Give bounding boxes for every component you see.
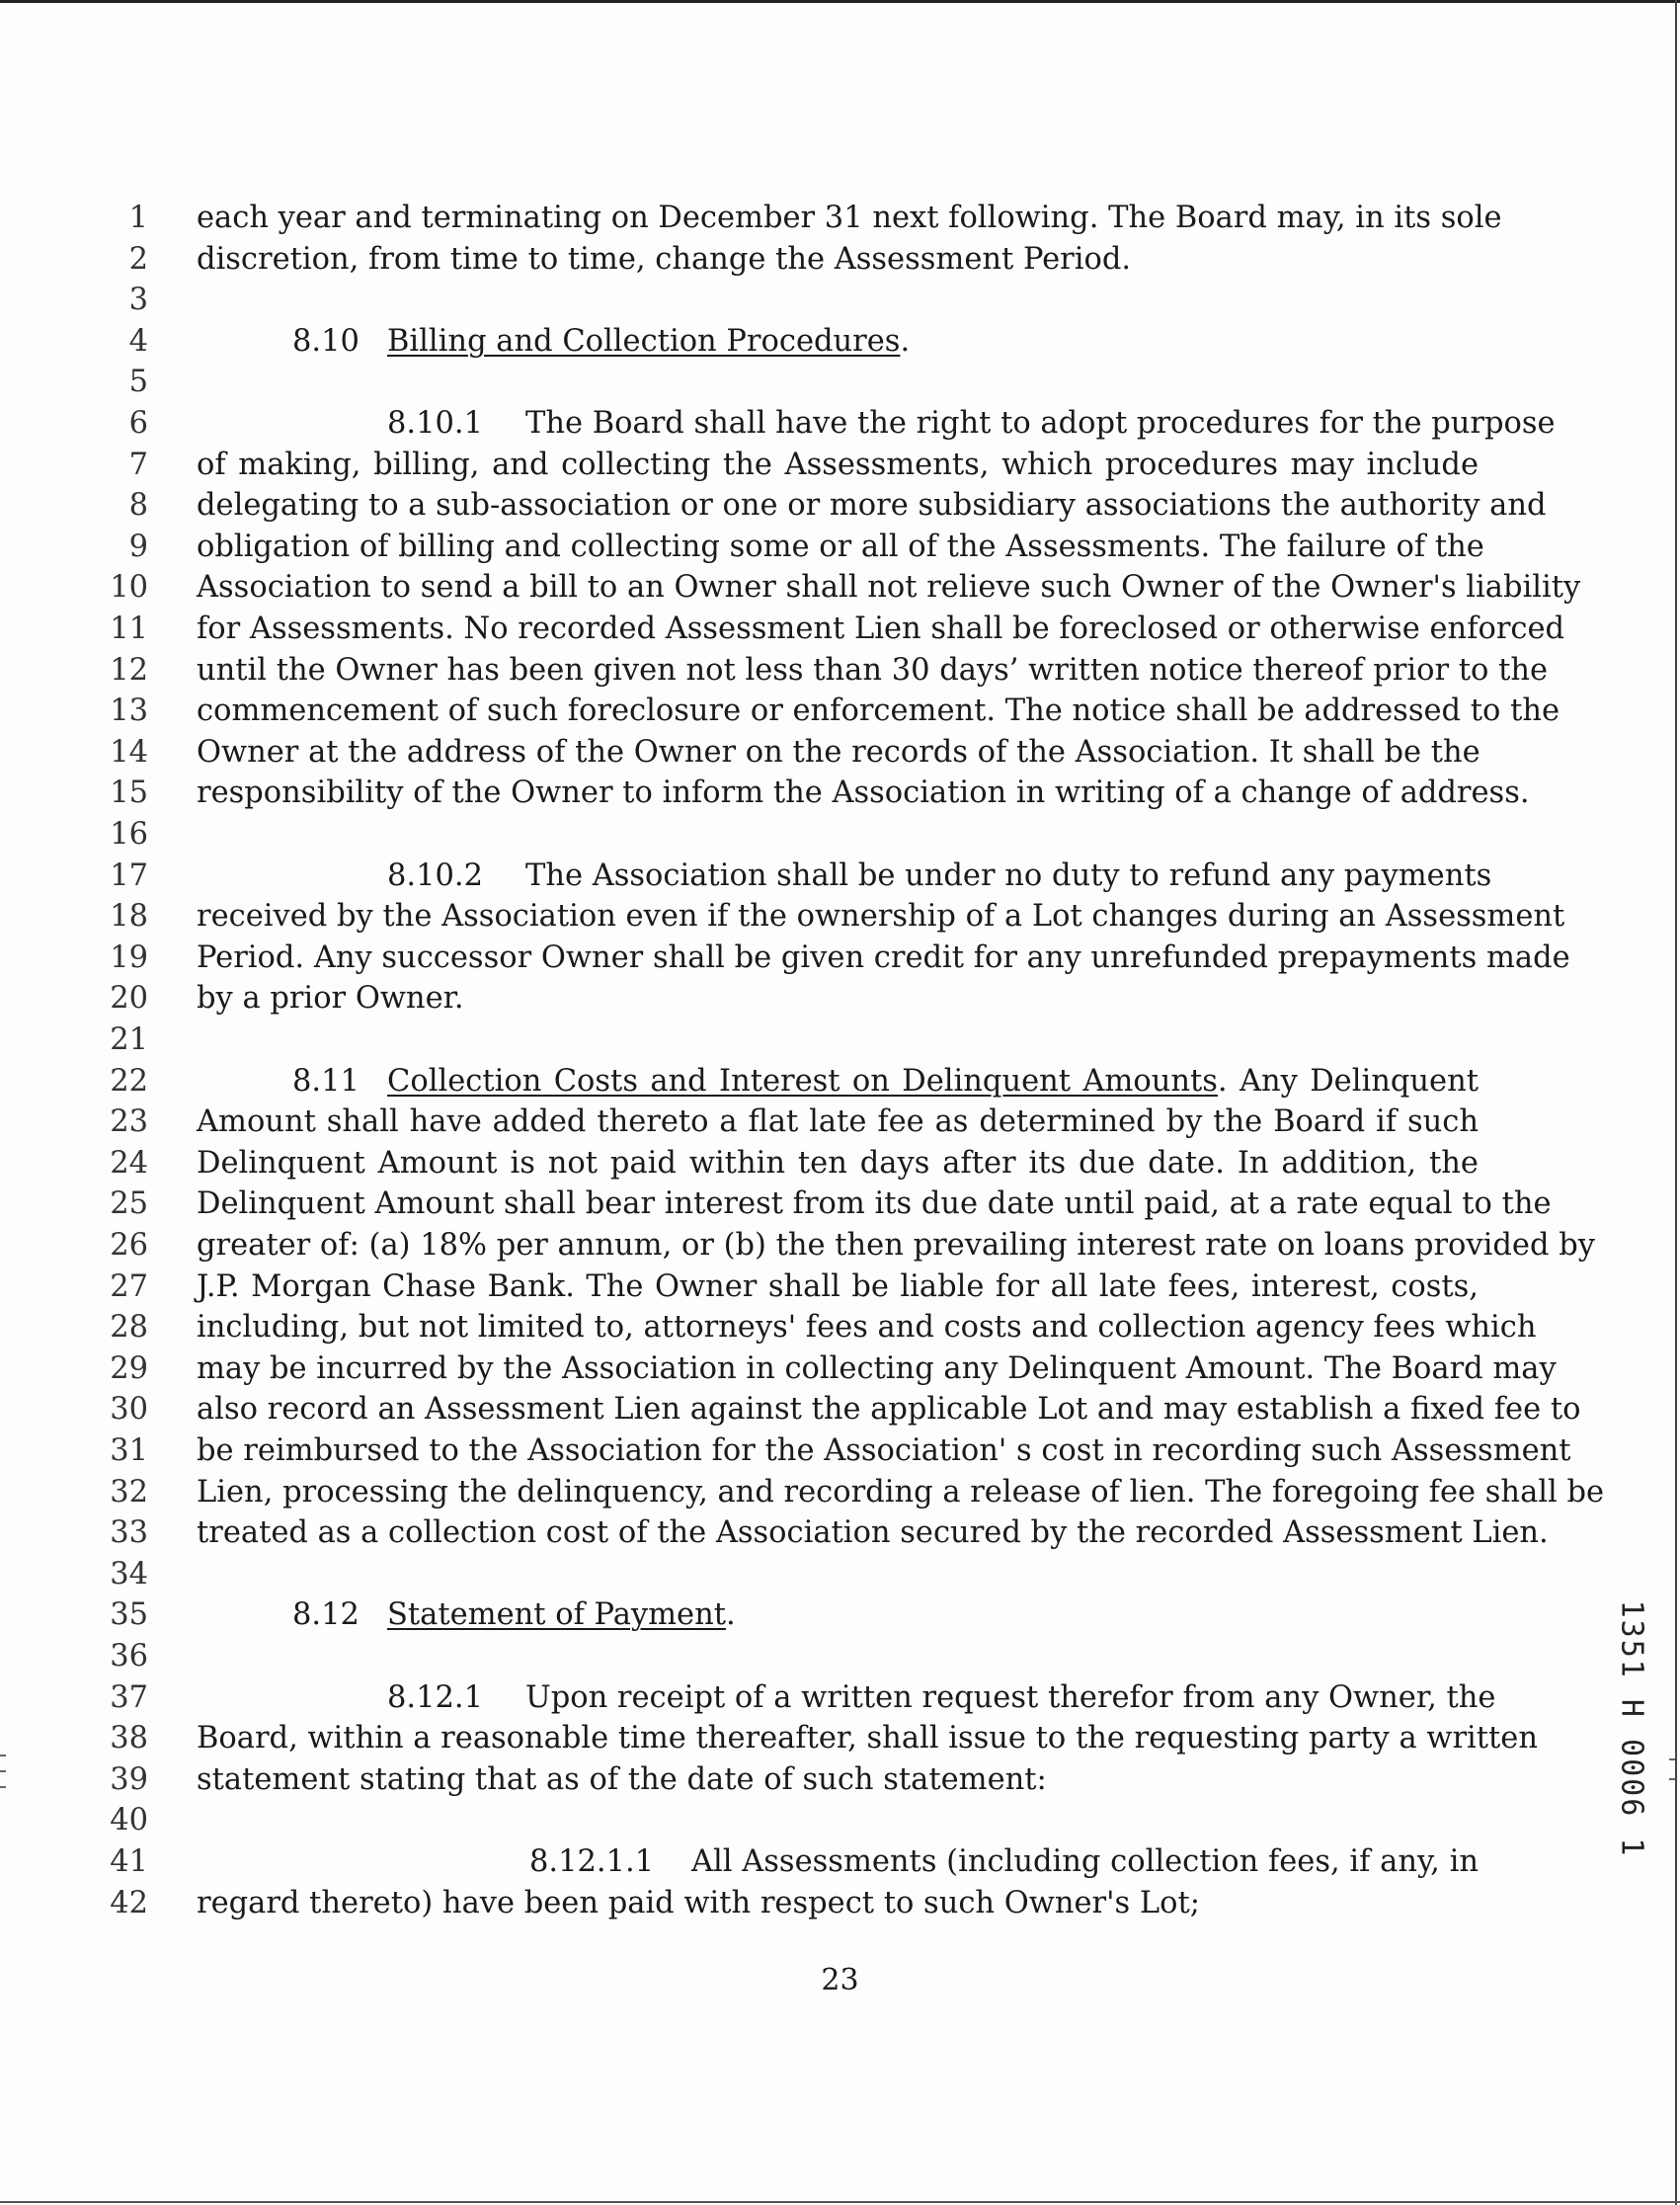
section-number: 8.11 <box>292 1063 360 1099</box>
line-text <box>197 445 1479 486</box>
text-run: statement stating that as of the date of such statement: <box>197 1761 1047 1797</box>
section-heading: Collection Costs and Interest on Delinquent Amounts <box>387 1063 1218 1099</box>
line-text <box>197 198 1502 239</box>
document-line <box>0 280 1680 321</box>
text-run: greater of: (a) 18% per annum, or (b) the then prevailing interest rate on loans provided by <box>197 1228 1595 1263</box>
line-number: 21 <box>110 1022 148 1057</box>
line-text <box>197 1266 1479 1308</box>
line-text <box>197 1472 1605 1513</box>
line-text <box>197 1143 1479 1184</box>
line-number: 42 <box>110 1885 148 1920</box>
line-text <box>387 1061 1479 1102</box>
text-run: discretion, from time to time, change the Assessment Period. <box>197 241 1132 277</box>
text-run: treated as a collection cost of the Association secured by the recorded Assessment Lien. <box>197 1515 1549 1551</box>
document-line <box>0 1307 1680 1348</box>
line-number: 39 <box>110 1761 148 1797</box>
text-run: delegating to a sub-association or one or more subsidiary associations the authority and <box>197 488 1547 524</box>
line-number: 12 <box>110 652 148 688</box>
document-line <box>0 1430 1680 1472</box>
document-line <box>0 1718 1680 1759</box>
text-run: Delinquent Amount shall bear interest from its due date until paid, at a rate equal to the <box>197 1186 1552 1222</box>
recording-stamp-text: 1351 H 0006 1 <box>1614 1599 1649 1858</box>
line-number: 29 <box>110 1350 148 1386</box>
line-text <box>197 650 1549 692</box>
text-run: may be incurred by the Association in collecting any Delinquent Amount. The Board may <box>197 1350 1557 1386</box>
document-line <box>0 362 1680 403</box>
text-run: Period. Any successor Owner shall be given credit for any unrefunded prepayments made <box>197 939 1570 975</box>
line-number: 13 <box>110 694 148 729</box>
document-line <box>0 609 1680 650</box>
line-number: 3 <box>128 283 148 318</box>
document-line <box>0 650 1680 692</box>
line-text <box>387 1594 1479 1636</box>
line-number: 11 <box>110 612 148 646</box>
text-run: . Any Delinquent <box>1217 1063 1479 1099</box>
document-line <box>0 856 1680 897</box>
document-line <box>0 1841 1680 1883</box>
line-number: 5 <box>128 365 148 400</box>
line-number: 16 <box>110 817 148 852</box>
section-number: 8.12.1 <box>387 1679 484 1715</box>
line-number: 14 <box>110 734 148 770</box>
line-number: 40 <box>110 1803 148 1838</box>
line-number: 37 <box>110 1679 148 1715</box>
section-heading: Statement of Payment <box>387 1597 726 1633</box>
line-text <box>197 896 1565 938</box>
document-line <box>0 1184 1680 1225</box>
line-number: 27 <box>110 1268 148 1304</box>
line-text <box>197 773 1530 814</box>
document-line <box>0 1759 1680 1801</box>
line-text <box>197 1184 1552 1225</box>
line-number: 33 <box>110 1515 148 1551</box>
page-number: 23 <box>821 1963 859 1998</box>
line-text <box>197 978 1479 1020</box>
line-number: 6 <box>128 406 148 441</box>
document-line <box>0 1020 1680 1061</box>
document-line <box>0 978 1680 1020</box>
line-number: 1 <box>128 201 148 235</box>
document-line <box>0 1594 1680 1636</box>
text-run: including, but not limited to, attorneys' fees and costs and collection agency fees which <box>197 1310 1537 1346</box>
line-text <box>197 1389 1581 1430</box>
section-number: 8.10.2 <box>387 858 484 893</box>
line-number: 18 <box>110 899 148 935</box>
text-run: Owner at the address of the Owner on the records of the Association. It shall be the <box>197 734 1480 770</box>
text-run: commencement of such foreclosure or enforcement. The notice shall be addressed to the <box>197 694 1560 729</box>
text-run: received by the Association even if the ownership of a Lot changes during an Assessment <box>197 899 1565 935</box>
line-number: 9 <box>128 529 148 564</box>
section-number: 8.10 <box>292 323 360 359</box>
text-run: be reimbursed to the Association for the Association' s cost in recording such Assessment <box>197 1433 1571 1468</box>
line-text <box>525 856 1492 897</box>
document-line <box>0 567 1680 609</box>
section-heading: Billing and Collection Procedures <box>387 323 901 359</box>
text-run: . <box>900 323 911 359</box>
line-number: 28 <box>110 1310 148 1346</box>
section-number: 8.12.1.1 <box>529 1844 655 1879</box>
line-text <box>197 1759 1479 1801</box>
line-text <box>197 1225 1595 1266</box>
text-run: The Association shall be under no duty to refund any payments <box>525 858 1492 893</box>
document-line <box>0 1102 1680 1143</box>
line-text <box>197 691 1560 732</box>
line-number: 26 <box>110 1228 148 1263</box>
line-number: 36 <box>110 1639 148 1674</box>
text-run: regard thereto) have been paid with respect to such Owner's Lot; <box>197 1885 1201 1920</box>
line-number: 30 <box>110 1392 148 1428</box>
document-line <box>0 773 1680 814</box>
line-number: 22 <box>110 1063 148 1099</box>
text-run: obligation of billing and collecting some or all of the Assessments. The failure of the <box>197 529 1484 564</box>
line-text <box>197 938 1570 979</box>
document-line <box>0 896 1680 938</box>
line-text <box>197 239 1479 281</box>
document-line <box>0 1677 1680 1719</box>
line-number: 31 <box>110 1433 148 1468</box>
line-number: 23 <box>110 1104 148 1140</box>
document-line <box>0 1636 1680 1677</box>
document-line <box>0 445 1680 486</box>
line-number: 7 <box>128 447 148 482</box>
document-line <box>0 527 1680 568</box>
text-run: for Assessments. No recorded Assessment Lien shall be foreclosed or otherwise enforced <box>197 612 1565 646</box>
line-number: 41 <box>110 1844 148 1879</box>
document-line <box>0 1225 1680 1266</box>
document-line <box>0 1800 1680 1841</box>
line-text <box>197 485 1547 527</box>
section-number: 8.12 <box>292 1597 360 1633</box>
line-text <box>197 1512 1549 1554</box>
line-text <box>197 1307 1537 1348</box>
text-run: The Board shall have the right to adopt procedures for the purpose <box>525 406 1556 441</box>
line-text <box>197 732 1479 774</box>
line-text <box>197 1348 1557 1390</box>
document-line <box>0 1554 1680 1595</box>
document-line <box>0 485 1680 527</box>
document-line <box>0 1472 1680 1513</box>
text-run: until the Owner has been given not less than 30 days’ written notice thereof prior to the <box>197 652 1549 688</box>
document-line <box>0 198 1680 239</box>
line-number: 4 <box>128 323 148 359</box>
line-text <box>197 1102 1479 1143</box>
text-run: also record an Assessment Lien against the applicable Lot and may establish a fixed fee to <box>197 1392 1581 1428</box>
line-text <box>197 1718 1538 1759</box>
text-run: J.P. Morgan Chase Bank. The Owner shall be liable for all late fees, interest, costs, <box>197 1268 1479 1304</box>
document-line <box>0 732 1680 774</box>
text-run: each year and terminating on December 31 next following. The Board may, in its sole <box>197 201 1502 235</box>
line-number: 15 <box>110 776 148 811</box>
section-number: 8.10.1 <box>387 406 484 441</box>
document-line <box>0 403 1680 445</box>
line-number: 24 <box>110 1145 148 1181</box>
document-line <box>0 691 1680 732</box>
line-number: 10 <box>110 570 148 606</box>
text-run: . <box>726 1597 736 1633</box>
line-text <box>691 1841 1479 1883</box>
text-run: Delinquent Amount is not paid within ten days after its due date. In addition, the <box>197 1145 1479 1181</box>
line-number: 2 <box>128 241 148 277</box>
document-line <box>0 239 1680 281</box>
document-line <box>0 1061 1680 1102</box>
line-number: 20 <box>110 981 148 1017</box>
line-text <box>197 527 1484 568</box>
text-run: Amount shall have added thereto a flat late fee as determined by the Board if such <box>197 1104 1479 1140</box>
line-number: 8 <box>128 488 148 524</box>
text-run: Upon receipt of a written request therefor from any Owner, the <box>525 1679 1496 1715</box>
text-run: Lien, processing the delinquency, and recording a release of lien. The foregoing fee shall be <box>197 1474 1605 1510</box>
line-text <box>525 403 1556 445</box>
document-line <box>0 1266 1680 1308</box>
line-text <box>197 1883 1479 1924</box>
line-number: 25 <box>110 1186 148 1222</box>
document-line <box>0 1512 1680 1554</box>
line-number: 38 <box>110 1721 148 1756</box>
line-text <box>197 609 1565 650</box>
line-text <box>387 321 1479 363</box>
text-run: Board, within a reasonable time thereafter, shall issue to the requesting party a written <box>197 1721 1538 1756</box>
document-line <box>0 1883 1680 1924</box>
document-line <box>0 321 1680 363</box>
document-line <box>0 1389 1680 1430</box>
text-run: by a prior Owner. <box>197 981 464 1017</box>
text-run: All Assessments (including collection fees, if any, in <box>691 1844 1479 1879</box>
line-text <box>525 1677 1496 1719</box>
line-number: 35 <box>110 1597 148 1633</box>
line-number: 32 <box>110 1474 148 1510</box>
document-line <box>0 938 1680 979</box>
text-run: Association to send a bill to an Owner shall not relieve such Owner of the Owner's liability <box>197 570 1581 606</box>
recording-stamp <box>1598 1591 1657 1867</box>
line-number: 17 <box>110 858 148 893</box>
text-run: responsibility of the Owner to inform the Association in writing of a change of address. <box>197 776 1530 811</box>
line-text <box>197 1430 1571 1472</box>
document-line <box>0 814 1680 856</box>
line-number: 34 <box>110 1556 148 1592</box>
text-run: of making, billing, and collecting the Assessments, which procedures may include <box>197 447 1479 482</box>
document-line <box>0 1143 1680 1184</box>
line-number: 19 <box>110 939 148 975</box>
document-line <box>0 1348 1680 1390</box>
line-text <box>197 567 1581 609</box>
